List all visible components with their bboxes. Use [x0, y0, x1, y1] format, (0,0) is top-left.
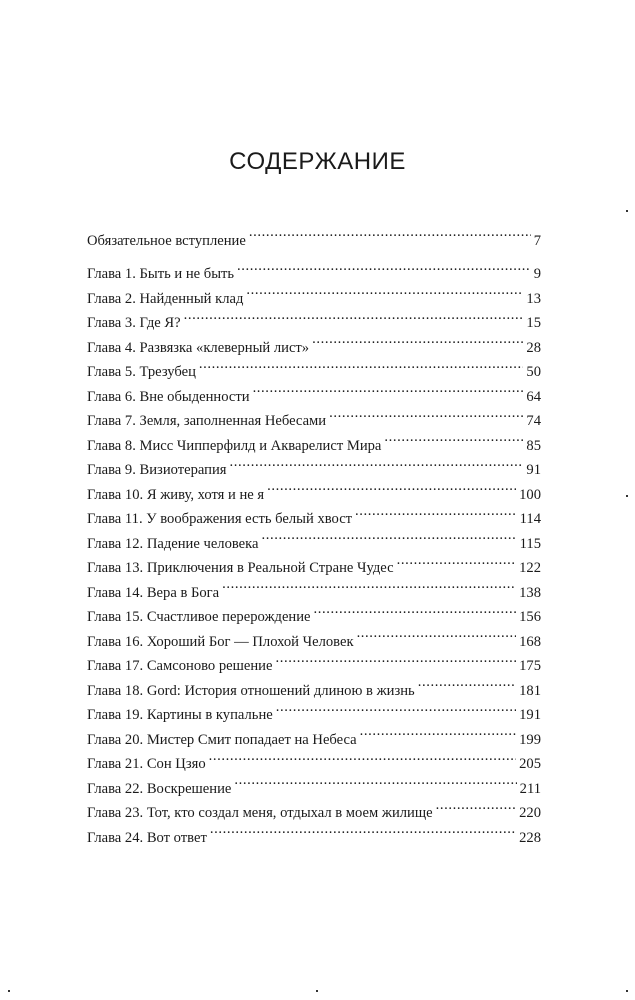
- toc-entry-page-number: 91: [526, 462, 541, 478]
- toc-entry-label: Глава 6. Вне обыденности: [87, 388, 250, 405]
- dot-leader: [384, 425, 523, 450]
- toc-entry-page-number: 175: [519, 658, 541, 674]
- dot-leader: [210, 817, 516, 842]
- toc-entry-label: Глава 23. Тот, кто создал меня, отдыхал в моем жилище: [87, 805, 433, 821]
- dot-leader: [237, 254, 531, 279]
- toc-entry-label: Глава 20. Мистер Смит попадает на Небеса: [87, 731, 357, 748]
- toc-entry-label: Глава 13. Приключения в Реальной Стране Чудес: [87, 560, 394, 576]
- dot-leader: [267, 474, 516, 499]
- dot-leader: [222, 572, 516, 597]
- toc-entry-page-number: 7: [533, 232, 541, 249]
- dot-leader: [199, 352, 523, 377]
- dot-leader: [249, 220, 531, 245]
- toc-entry-page-number: 228: [519, 829, 541, 846]
- toc-entry: [87, 254, 541, 282]
- toc-entry-label: Глава 2. Найденный клад: [87, 290, 244, 307]
- toc-entry-page-number: 13: [526, 290, 541, 307]
- toc-entry-page-number: 115: [519, 535, 541, 552]
- dot-leader: [276, 695, 516, 720]
- dot-leader: [230, 450, 524, 475]
- dot-leader: [355, 499, 517, 524]
- toc-entry-page-number: 9: [533, 266, 541, 282]
- toc-entry-label: Обязательное вступление: [87, 232, 246, 249]
- toc-entry-page-number: 28: [526, 339, 541, 356]
- toc-entry-label: Глава 21. Сон Цзяо: [87, 756, 206, 772]
- print-mark: [626, 495, 628, 497]
- dot-leader: [246, 278, 523, 303]
- toc-entry-label: Глава 9. Визиотерапия: [87, 462, 227, 478]
- toc-entry-label: Глава 3. Где Я?: [87, 315, 181, 331]
- toc-entry-label: Глава 8. Мисс Чипперфилд и Акварелист Мира: [87, 437, 382, 454]
- toc-entry-label: Глава 19. Картины в купальне: [87, 707, 273, 723]
- toc-entry-label: Глава 15. Счастливое перерождение: [87, 609, 311, 625]
- print-mark: [626, 210, 628, 212]
- toc-entry-label: Глава 12. Падение человека: [87, 535, 259, 552]
- dot-leader: [329, 401, 523, 426]
- toc-entry-label: Глава 24. Вот ответ: [87, 829, 207, 846]
- dot-leader: [312, 327, 523, 352]
- toc-entry-page-number: 64: [526, 388, 541, 405]
- toc-entry-label: Глава 11. У воображения есть белый хвост: [87, 511, 353, 527]
- toc-entry-label: Глава 18. Gord: История отношений длиною в жизнь: [87, 682, 415, 699]
- dot-leader: [418, 670, 516, 695]
- dot-leader: [360, 719, 516, 744]
- dot-leader: [397, 548, 516, 573]
- toc-entry-label: Глава 5. Трезубец: [87, 364, 196, 380]
- page-title: СОДЕРЖАНИЕ: [229, 148, 406, 175]
- print-mark: [8, 990, 10, 992]
- dot-leader: [234, 768, 516, 793]
- toc-entry-page-number: 50: [526, 364, 541, 380]
- dot-leader: [275, 646, 516, 671]
- toc-entry-page-number: 15: [526, 315, 541, 331]
- toc-entry-label: Глава 4. Развязка «клеверный лист»: [87, 339, 310, 356]
- dot-leader: [209, 744, 516, 769]
- toc-entry-label: Глава 1. Быть и не быть: [87, 266, 235, 282]
- toc-entry-page-number: 168: [519, 633, 541, 650]
- dot-leader: [436, 793, 517, 818]
- dot-leader: [253, 376, 524, 401]
- toc-entry-page-number: 122: [519, 560, 541, 576]
- toc-entry-label: Глава 7. Земля, заполненная Небесами: [87, 413, 327, 429]
- toc-entry-page-number: 138: [519, 584, 541, 601]
- dot-leader: [184, 303, 524, 328]
- toc-entry-page-number: 181: [519, 682, 541, 699]
- dot-leader: [314, 597, 517, 622]
- toc-entry-label: Глава 10. Я живу, хотя и не я: [87, 486, 265, 503]
- toc-entry-page-number: 220: [519, 805, 541, 821]
- dot-leader: [262, 523, 517, 548]
- toc-entry-page-number: 191: [519, 707, 541, 723]
- table-of-contents: [87, 220, 541, 846]
- toc-entry-label: Глава 14. Вера в Бога: [87, 584, 220, 601]
- toc-entry-page-number: 85: [526, 437, 541, 454]
- toc-entry-page-number: 156: [519, 609, 541, 625]
- toc-entry-intro: [87, 220, 541, 249]
- print-mark: [626, 990, 628, 992]
- print-mark: [316, 990, 318, 992]
- toc-entry-page-number: 199: [519, 731, 541, 748]
- toc-entry-page-number: 114: [519, 511, 541, 527]
- dot-leader: [357, 621, 517, 646]
- toc-entry-page-number: 211: [519, 780, 541, 797]
- toc-entry-label: Глава 16. Хороший Бог — Плохой Человек: [87, 633, 354, 650]
- toc-entry-label: Глава 17. Самсоново решение: [87, 658, 273, 674]
- toc-entry-page-number: 205: [519, 756, 541, 772]
- toc-entry-page-number: 100: [519, 486, 541, 503]
- toc-entry-label: Глава 22. Воскрешение: [87, 780, 232, 797]
- toc-entry-page-number: 74: [526, 413, 541, 429]
